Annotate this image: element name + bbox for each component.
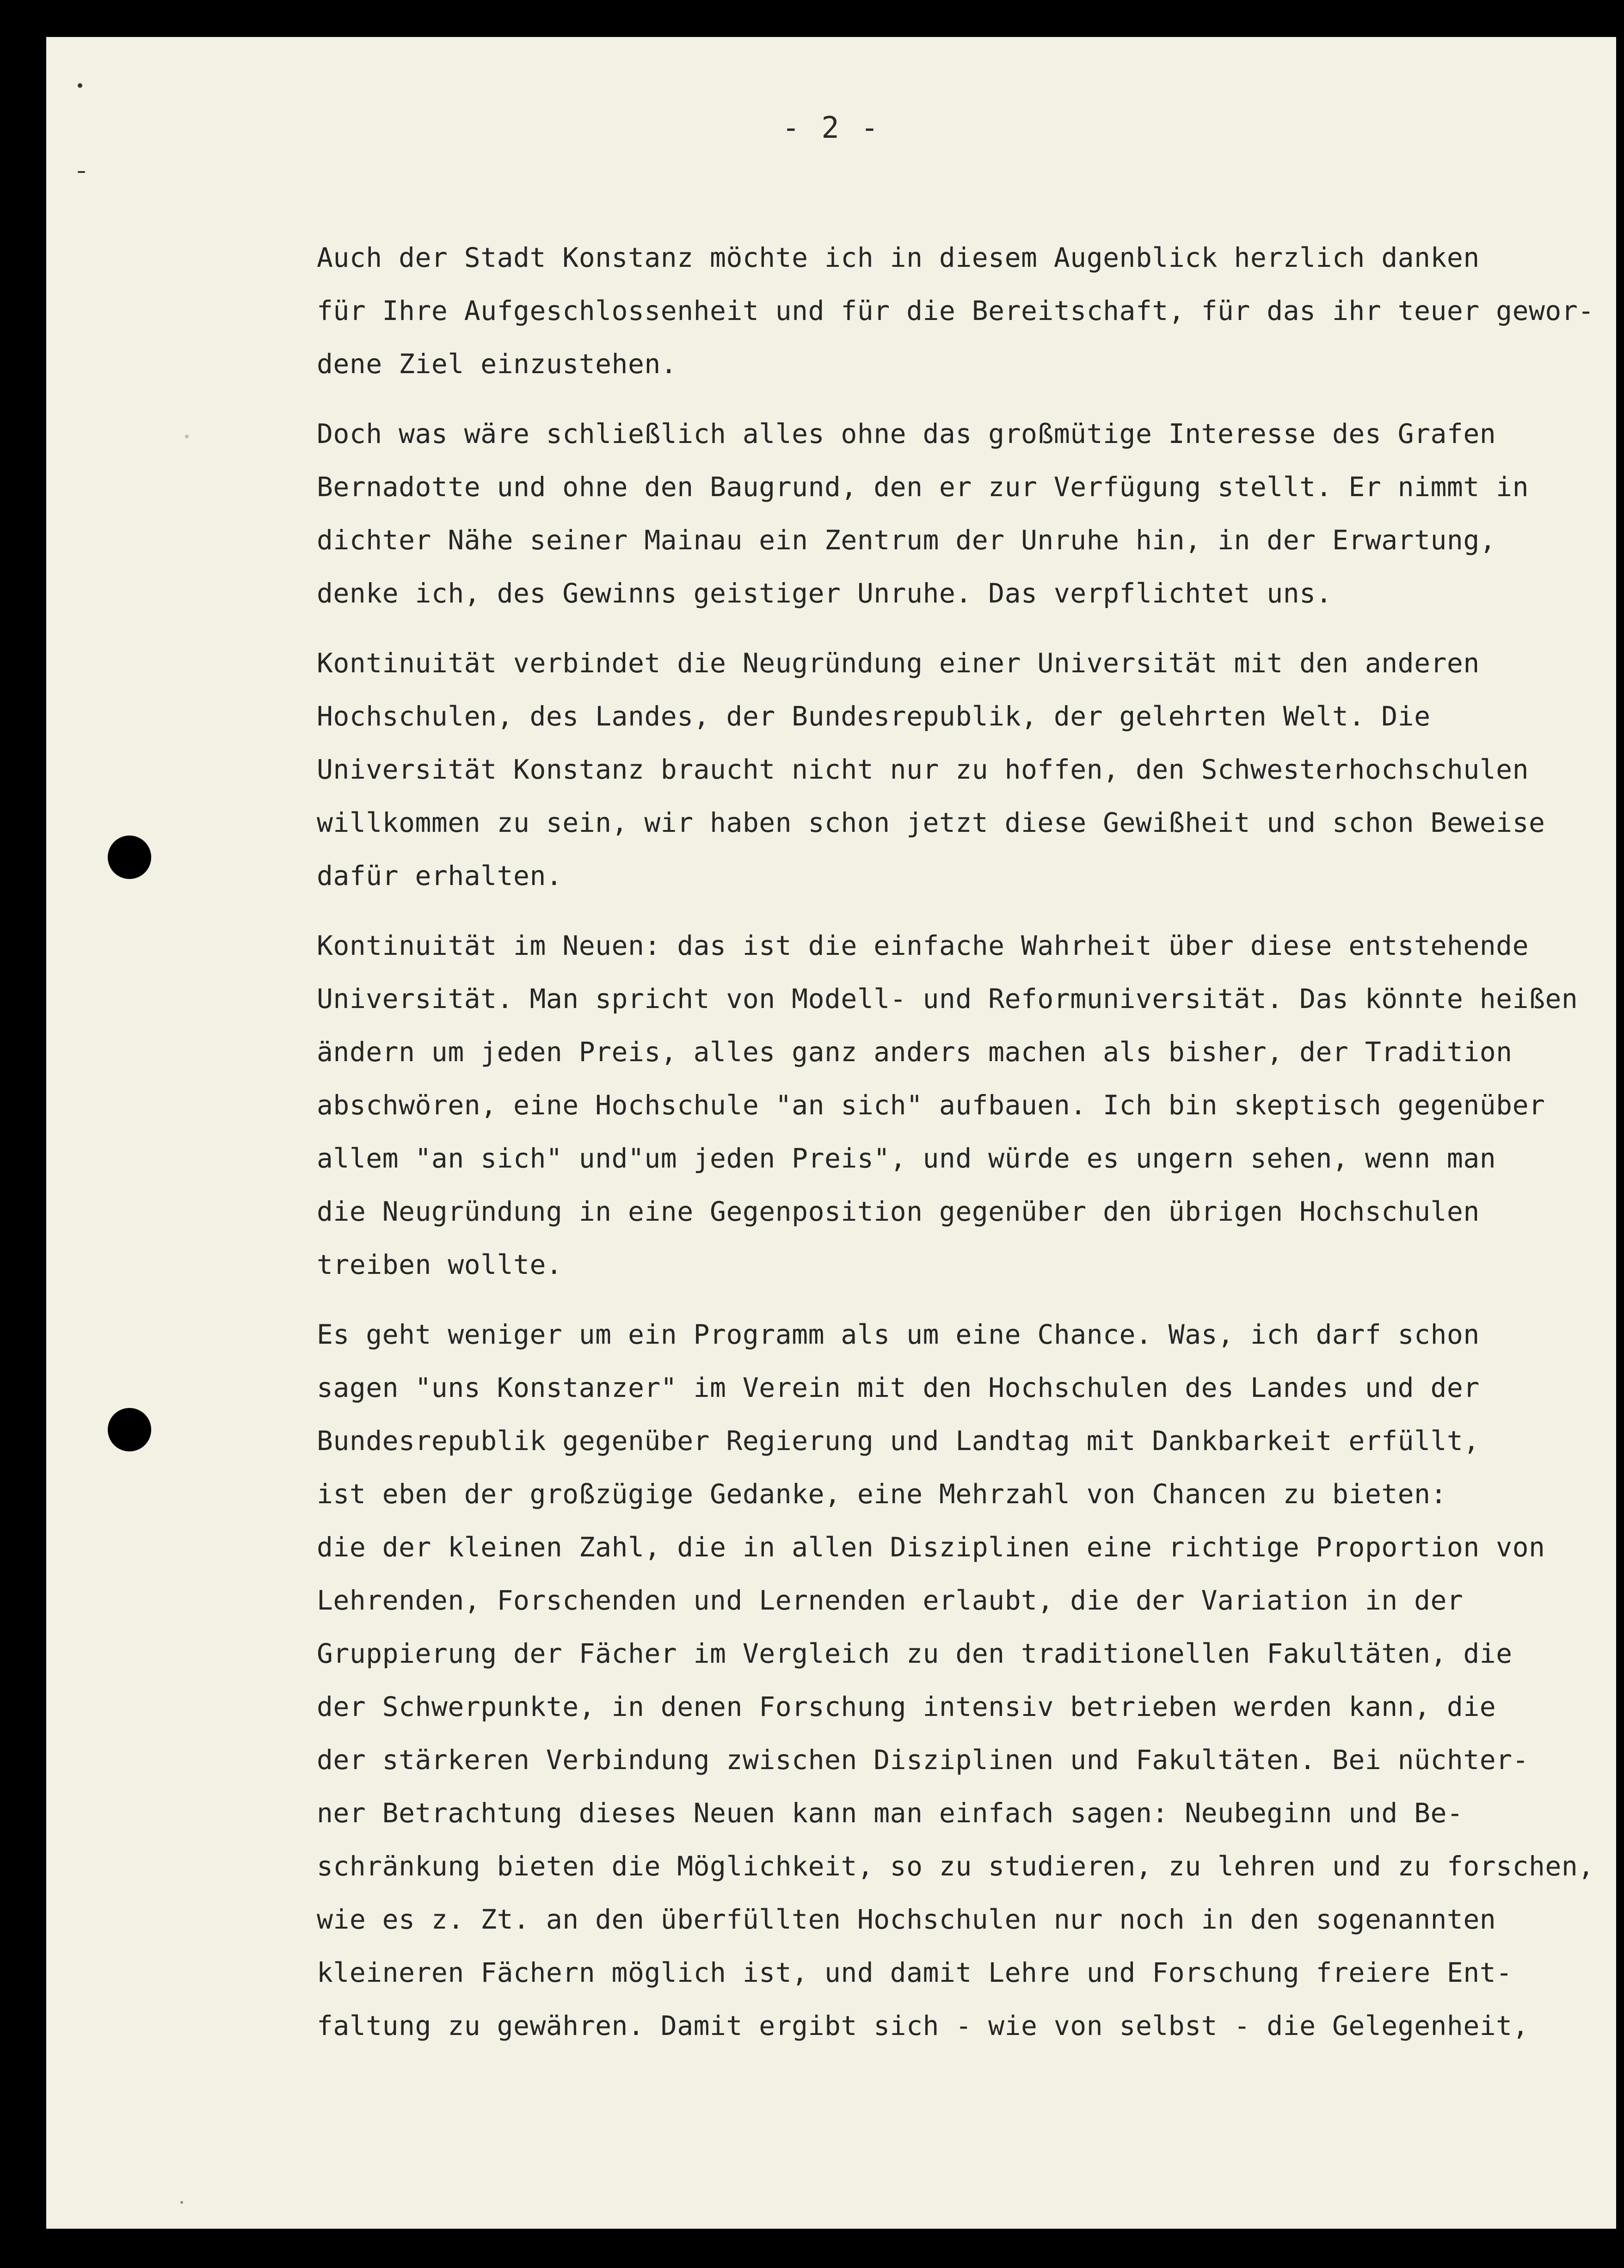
paper-speck bbox=[185, 435, 189, 438]
text-line: allem "an sich" und"um jeden Preis", und würde es ungern sehen, wenn man bbox=[317, 1143, 1496, 1174]
text-line: für Ihre Aufgeschlossenheit und für die Bereitschaft, für das ihr teuer gewor- bbox=[317, 295, 1594, 326]
paper-speck bbox=[78, 83, 82, 88]
paragraph bbox=[317, 407, 1602, 620]
text-line: die der kleinen Zahl, die in allen Disziplinen eine richtige Proportion von bbox=[317, 1531, 1545, 1563]
text-line: Universität. Man spricht von Modell- und Reformuniversität. Das könnte heißen bbox=[317, 983, 1578, 1014]
text-line: dafür erhalten. bbox=[317, 860, 563, 891]
text-line: die Neugründung in eine Gegenposition gegenüber den übrigen Hochschulen bbox=[317, 1196, 1480, 1227]
paper-speck bbox=[78, 171, 85, 173]
text-line: ner Betrachtung dieses Neuen kann man einfach sagen: Neubeginn und Be- bbox=[317, 1797, 1464, 1829]
paragraph bbox=[317, 919, 1602, 1291]
text-line: Hochschulen, des Landes, der Bundesrepublik, der gelehrten Welt. Die bbox=[317, 701, 1431, 732]
text-line: schränkung bieten die Möglichkeit, so zu studieren, zu lehren und zu forschen, bbox=[317, 1850, 1594, 1882]
text-line: willkommen zu sein, wir haben schon jetzt diese Gewißheit und schon Beweise bbox=[317, 807, 1545, 838]
paragraph bbox=[317, 637, 1602, 903]
text-line: Bernadotte und ohne den Baugrund, den er zur Verfügung stellt. Er nimmt in bbox=[317, 471, 1529, 503]
punch-hole bbox=[108, 836, 151, 879]
text-line: dichter Nähe seiner Mainau ein Zentrum der Unruhe hin, in der Erwartung, bbox=[317, 524, 1496, 556]
text-line: abschwören, eine Hochschule "an sich" aufbauen. Ich bin skeptisch gegenüber bbox=[317, 1089, 1545, 1121]
typewritten-page bbox=[46, 37, 1616, 2229]
paper-speck bbox=[180, 2201, 183, 2204]
text-line: denke ich, des Gewinns geistiger Unruhe. Das verpflichtet uns. bbox=[317, 578, 1332, 609]
text-line: Doch was wäre schließlich alles ohne das großmütige Interesse des Grafen bbox=[317, 418, 1496, 449]
text-line: Kontinuität verbindet die Neugründung einer Universität mit den anderen bbox=[317, 647, 1480, 679]
punch-hole bbox=[108, 1408, 151, 1451]
text-line: Auch der Stadt Konstanz möchte ich in diesem Augenblick herzlich danken bbox=[317, 242, 1480, 273]
text-line: Lehrenden, Forschenden und Lernenden erlaubt, die der Variation in der bbox=[317, 1585, 1464, 1616]
paragraph bbox=[317, 1308, 1602, 2053]
text-line: Bundesrepublik gegenüber Regierung und Landtag mit Dankbarkeit erfüllt, bbox=[317, 1425, 1480, 1457]
paragraph bbox=[317, 231, 1602, 391]
page-number: - 2 - bbox=[782, 111, 880, 145]
text-line: treiben wollte. bbox=[317, 1249, 563, 1280]
text-line: kleineren Fächern möglich ist, und damit Lehre und Forschung freiere Ent- bbox=[317, 1957, 1513, 1988]
text-line: ändern um jeden Preis, alles ganz anders machen als bisher, der Tradition bbox=[317, 1036, 1513, 1068]
text-line: Es geht weniger um ein Programm als um eine Chance. Was, ich darf schon bbox=[317, 1319, 1480, 1350]
text-line: wie es z. Zt. an den überfüllten Hochschulen nur noch in den sogenannten bbox=[317, 1904, 1496, 1935]
text-line: ist eben der großzügige Gedanke, eine Mehrzahl von Chancen zu bieten: bbox=[317, 1478, 1447, 1510]
text-line: Kontinuität im Neuen: das ist die einfache Wahrheit über diese entstehende bbox=[317, 930, 1529, 961]
text-line: dene Ziel einzustehen. bbox=[317, 348, 677, 380]
text-line: Gruppierung der Fächer im Vergleich zu den traditionellen Fakultäten, die bbox=[317, 1638, 1513, 1669]
text-line: der stärkeren Verbindung zwischen Disziplinen und Fakultäten. Bei nüchter- bbox=[317, 1744, 1529, 1776]
letter-body bbox=[317, 231, 1602, 2069]
text-line: faltung zu gewähren. Damit ergibt sich - wie von selbst - die Gelegenheit, bbox=[317, 2010, 1529, 2041]
text-line: der Schwerpunkte, in denen Forschung intensiv betrieben werden kann, die bbox=[317, 1691, 1496, 1722]
text-line: sagen "uns Konstanzer" im Verein mit den Hochschulen des Landes und der bbox=[317, 1372, 1480, 1403]
text-line: Universität Konstanz braucht nicht nur zu hoffen, den Schwesterhochschulen bbox=[317, 754, 1529, 785]
